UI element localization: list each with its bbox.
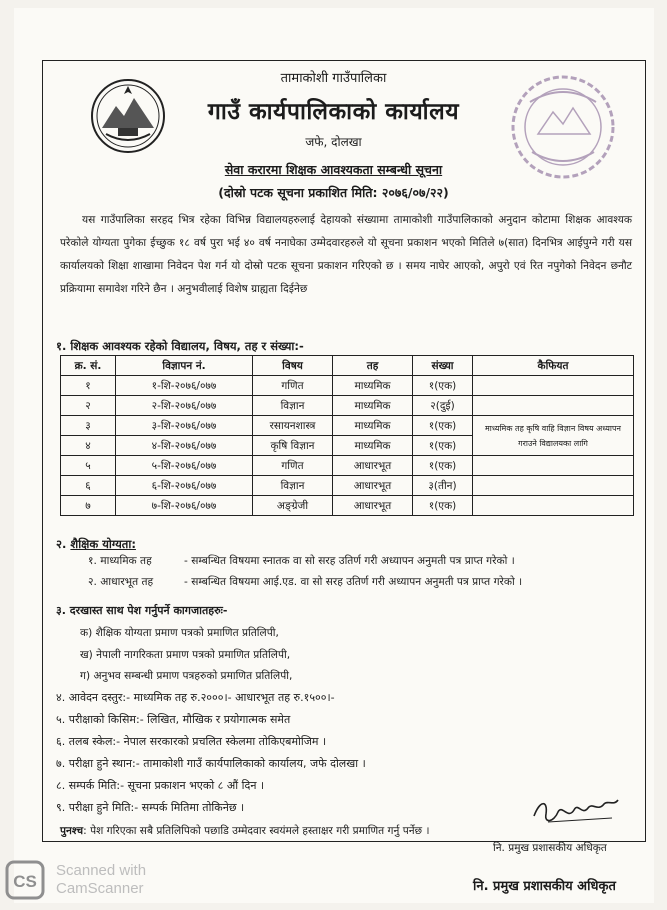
table-row: ३ ३-शि-२०७६/०७७ रसायनशास्त्र माध्यमिक १(एक) माध्यमिक तह कृषि वाहि विज्ञान विषय अध्यापन गराउने विद्यालयका लागि	[61, 416, 634, 436]
publication-date: (दोस्रो पटक सूचना प्रकाशित मिति: २०७६/०७/२२)	[218, 185, 449, 200]
office-title: गाउँ कार्यपालिकाको कार्यालय	[207, 99, 460, 125]
intro-paragraph: यस गाउँपालिका सरहद भित्र रहेका विभिन्न विद्यालयहरुलाई देहायको संख्यामा तामाकोशी गाउँपालिकाको अनुदान कोटामा शिक्षक आवश्यक परेकोले योग्यता पुगेका ईच्छुक १८ वर्ष पुरा भई ४० वर्ष ननाघेका उम्मेदवारहरुले यो सूचना प्रकाशन भएको मितिले ७(सात) दिनभित्र आईपुग्ने गरी यस कार्यालयको शिक्षा शाखामा निवेदन पेश गर्न यो दोस्रो पटक सूचना प्रकाशन गरिएको छ । समय नाघेर आएको, अपुरो एवं रित नपुगेको निवेदन छनौट प्रक्रियामा समावेश गरिने छैन । अनुभवीलाई विशेष ग्राह्यता दिईनेछ	[60, 214, 632, 295]
contact-date: ८. सम्पर्क मिति:- सूचना प्रकाशन भएको ८ औं दिन ।	[56, 779, 265, 792]
exam-type: ५. परीक्षाको किसिम:- लिखित, मौखिक र प्रयोगात्मक समेत	[56, 713, 291, 726]
col-header: संख्या	[413, 356, 473, 376]
qualification-text: - सम्बन्धित विषयमा स्नातक वा सो सरह उतिर्ण गरी अध्यापन अनुमती पत्र प्राप्त गरेको ।	[184, 555, 515, 567]
col-header: विषय	[253, 356, 333, 376]
table-row: ४ ४-शि-२०७६/०७७ कृषि विज्ञान माध्यमिक १(एक)	[61, 436, 634, 456]
document-item: ग) अनुभव सम्बन्धी प्रमाण पत्रहरुको प्रमाणित प्रतिलिपी,	[80, 670, 293, 682]
document-item: क) शैक्षिक योग्यता प्रमाण पत्रको प्रमाणित प्रतिलिपी,	[80, 627, 279, 639]
svg-text:CS: CS	[13, 872, 37, 891]
col-header: विज्ञापन नं.	[116, 356, 253, 376]
application-fee: ४. आवेदन दस्तुर:- माध्यमिक तह रु.२०००।- आधारभूत तह रु.१५००।-	[56, 691, 335, 704]
qualification-basic	[88, 575, 522, 589]
scanner-watermark: Scanned with CamScanner	[56, 862, 147, 897]
office-location: जफे, दोलखा	[305, 135, 362, 149]
salary-scale: ६. तलब स्केल:- नेपाल सरकारको प्रचलित स्केलमा तोकिएबमोजिम ।	[56, 735, 327, 748]
signature-icon	[528, 794, 624, 830]
section-2-title: २. शैक्षिक योग्यता:	[56, 537, 136, 551]
table-row: १ १-शि-२०७६/०७७ गणित माध्यमिक १(एक)	[61, 376, 634, 396]
col-header: कैफियत	[473, 356, 634, 376]
section-3-title: ३. दरखास्त साथ पेश गर्नुपर्ने कागजातहरुः-	[56, 604, 228, 617]
qualification-text: - सम्बन्धित विषयमा आई.एड. वा सो सरह उतिर्ण गरी अध्यापन अनुमती पत्र प्राप्त गरेको ।	[184, 576, 523, 588]
table-row: २ २-शि-२०७६/०७७ विज्ञान माध्यमिक २(दुई)	[61, 396, 634, 416]
exam-date: ९. परीक्षा हुने मिति:- सम्पर्क मितिमा तोकिनेछ ।	[56, 801, 245, 814]
table-header-row	[61, 356, 634, 376]
exam-venue: ७. परीक्षा हुने स्थान:- तामाकोशी गाउँ कार्यपालिकाको कार्यालय, जफे दोलखा ।	[56, 757, 366, 770]
table-row: ५ ५-शि-२०७६/०७७ गणित आधारभूत १(एक)	[61, 456, 634, 476]
remark-cell: माध्यमिक तह कृषि वाहि विज्ञान विषय अध्यापन गराउने विद्यालयका लागि	[473, 416, 634, 456]
section-1-title: १. शिक्षक आवश्यक रहेको विद्यालय, विषय, तह र संख्या:-	[56, 339, 304, 353]
bottom-signatory-title: नि. प्रमुख प्रशासकीय अधिकृत	[473, 879, 616, 894]
document-item: ख) नेपाली नागरिकता प्रमाण पत्रको प्रमाणित प्रतिलिपी,	[80, 649, 291, 661]
qualification-secondary	[88, 554, 515, 568]
signatory-title: नि. प्रमुख प्रशासकीय अधिकृत	[493, 842, 607, 854]
municipality-name: तामाकोशी गाउँपालिका	[280, 71, 387, 86]
notice-subject: सेवा करारमा शिक्षक आवश्यकता सम्बन्धी सूचना	[224, 162, 443, 177]
col-header: क्र. सं.	[61, 356, 116, 376]
table-row: ६ ६-शि-२०७६/०७७ विज्ञान आधारभूत ३(तीन)	[61, 476, 634, 496]
vacancy-table	[60, 355, 634, 516]
camscanner-logo-icon	[5, 860, 45, 900]
qualification-level: २. आधारभूत तह	[88, 576, 154, 588]
col-header: तह	[333, 356, 413, 376]
postscript: पुनश्च: पेश गरिएका सबै प्रतिलिपिको पछाडि उम्मेदवार स्वयंमले हस्ताक्षर गरी प्रमाणित गर्नु पर्नेछ ।	[60, 825, 430, 837]
qualification-level: १. माध्यमिक तह	[88, 555, 152, 567]
table-row: ७ ७-शि-२०७६/०७७ अङ्ग्रेजी आधारभूत १(एक)	[61, 496, 634, 516]
